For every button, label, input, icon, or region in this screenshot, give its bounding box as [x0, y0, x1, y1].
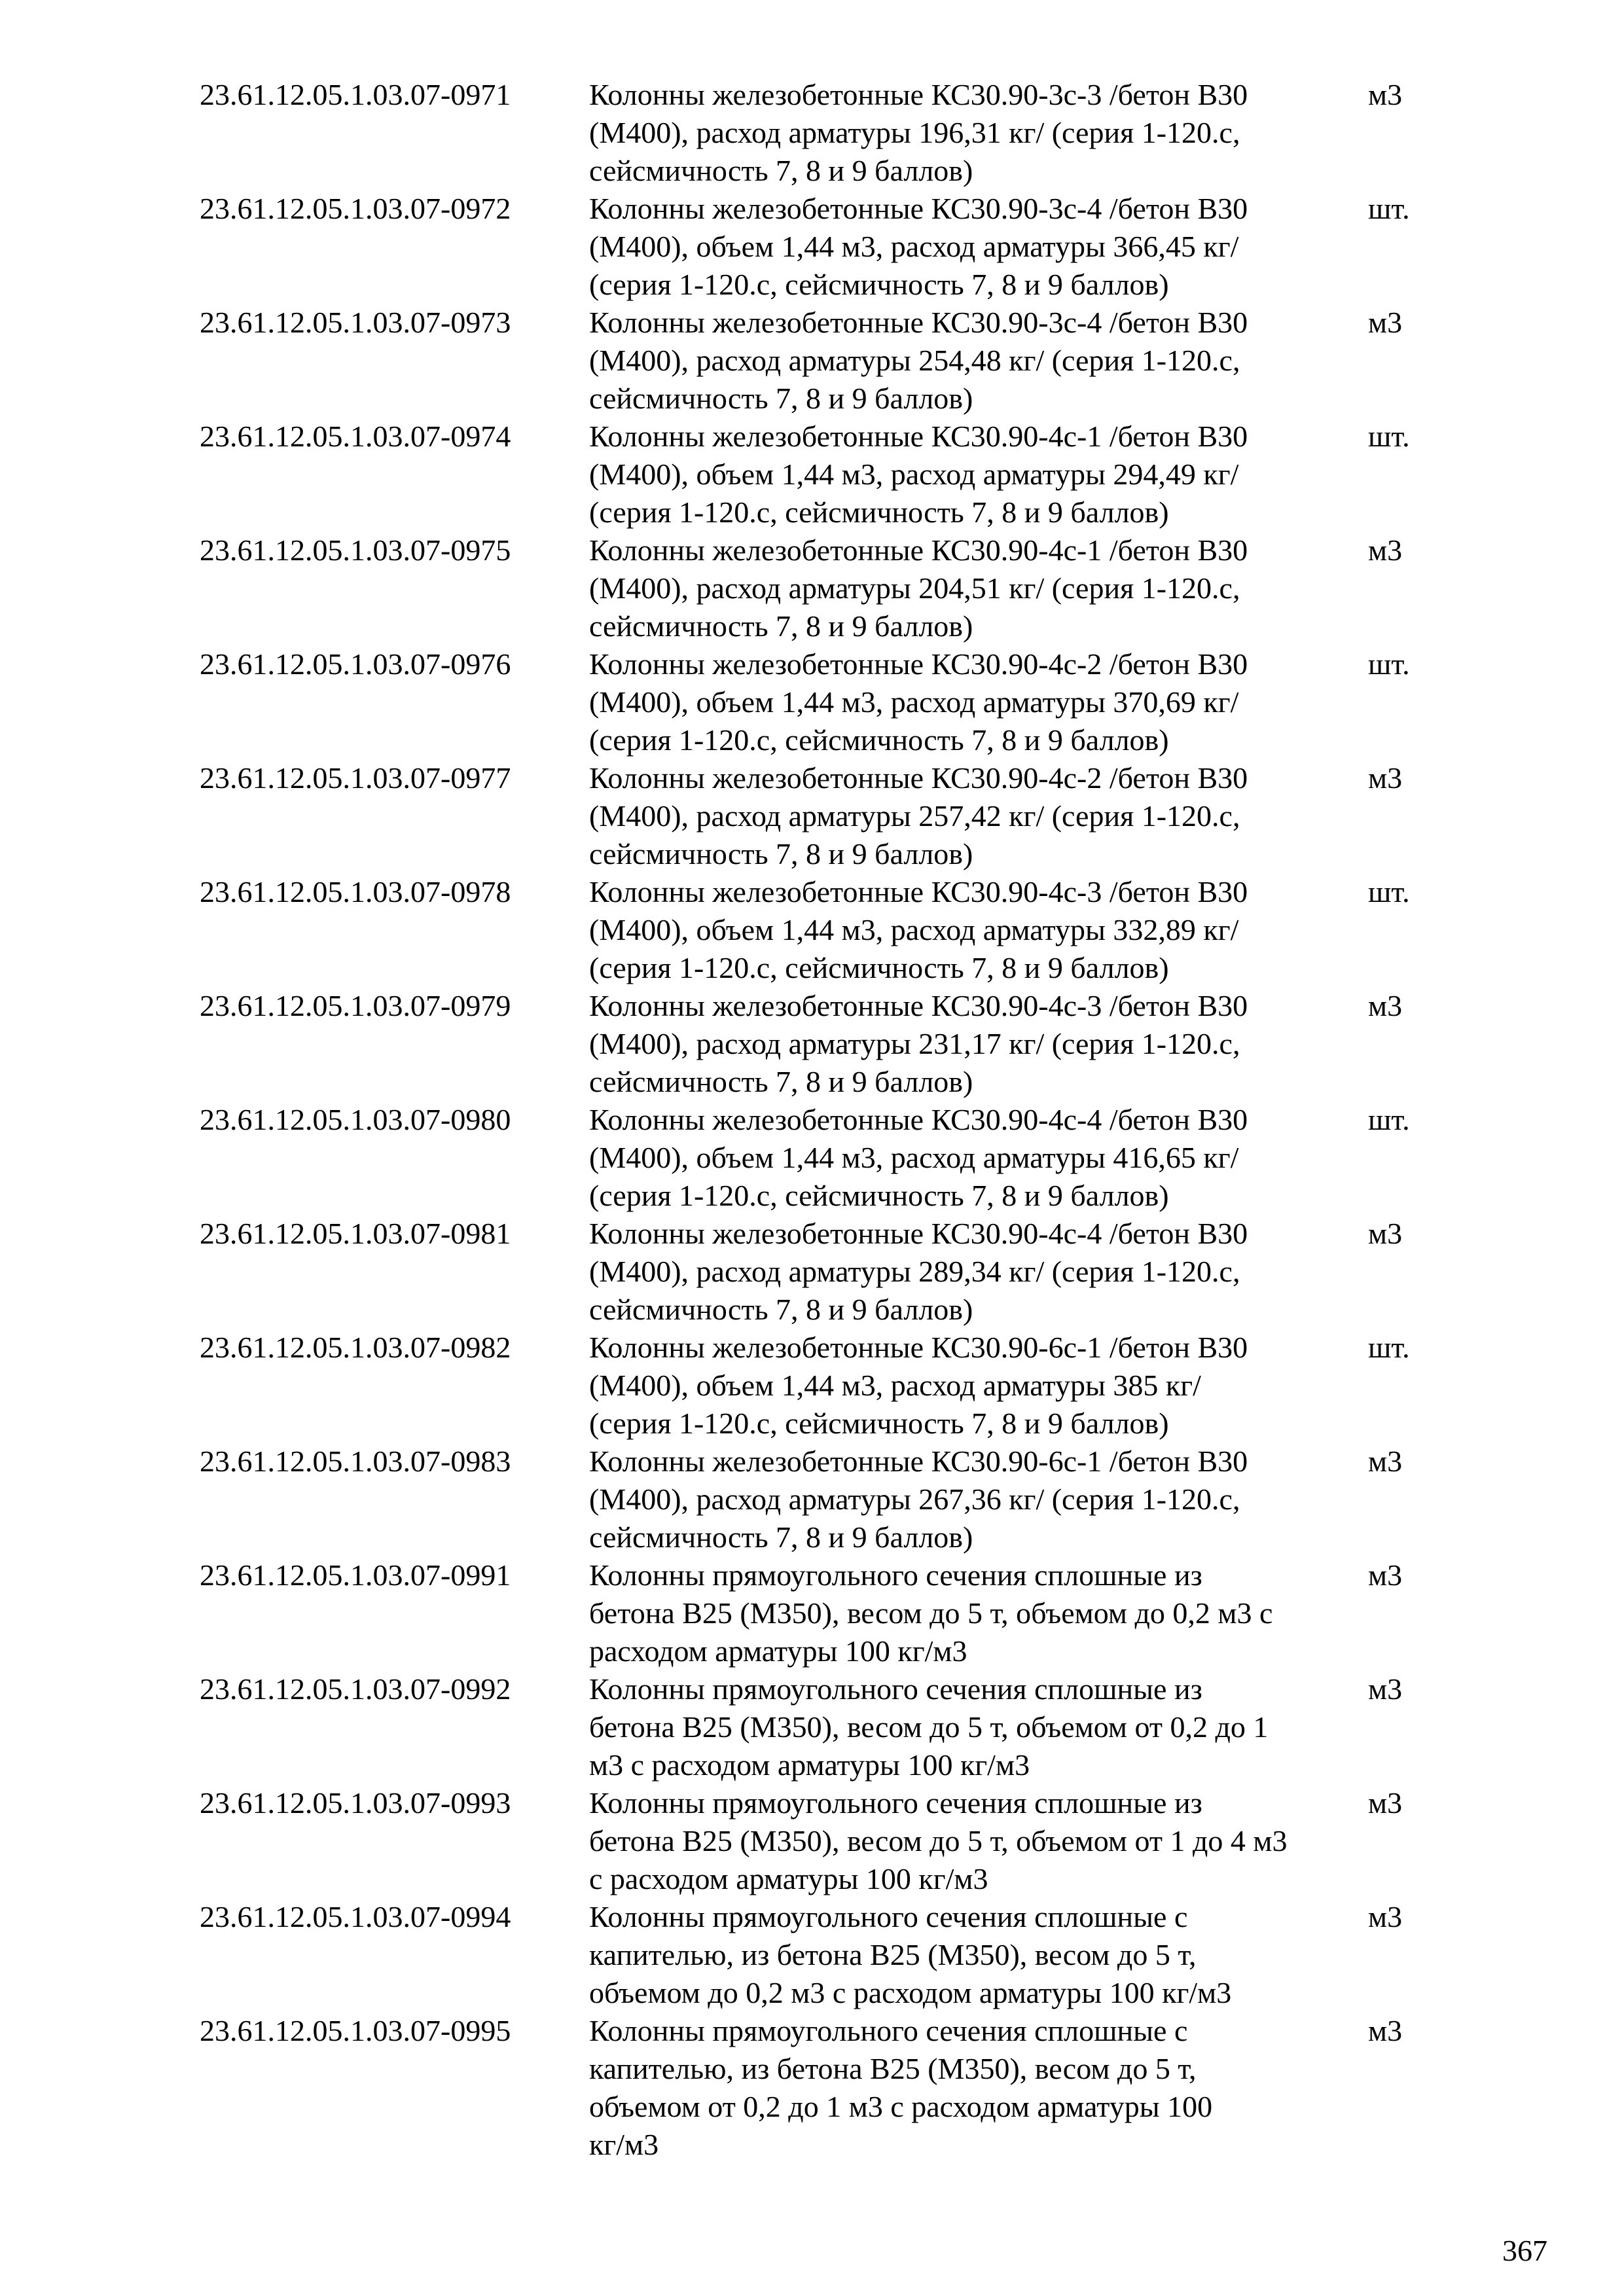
description-line: с расходом арматуры 100 кг/м3: [589, 1862, 988, 1895]
item-unit: м3: [1368, 2014, 1403, 2047]
item-description: [589, 1556, 1368, 1670]
description-line: Колонны прямоугольного сечения сплошные с: [589, 2014, 1188, 2047]
description-line: Колонны железобетонные КС30.90-4с-1 /бетон В30: [589, 420, 1248, 453]
description-line: бетона В25 (М350), весом до 5 т, объемом от 0,2 до 1: [589, 1710, 1269, 1744]
item-description: [589, 2012, 1368, 2164]
table-row: [200, 1898, 1443, 2012]
item-code: 23.61.12.05.1.03.07-0975: [200, 533, 511, 567]
item-unit: м3: [1368, 1786, 1403, 1820]
item-description: [589, 531, 1368, 645]
description-line: Колонны железобетонные КС30.90-4с-1 /бетон В30: [589, 533, 1248, 567]
description-line: сейсмичность 7, 8 и 9 баллов): [589, 382, 973, 415]
item-unit: м3: [1368, 1217, 1403, 1250]
item-code: 23.61.12.05.1.03.07-0979: [200, 989, 511, 1022]
item-unit: м3: [1368, 1558, 1403, 1592]
item-code: 23.61.12.05.1.03.07-0994: [200, 1900, 511, 1933]
table-row: [200, 1670, 1443, 1784]
description-line: Колонны прямоугольного сечения сплошные из: [589, 1672, 1202, 1706]
item-code: 23.61.12.05.1.03.07-0976: [200, 647, 511, 681]
description-line: (серия 1-120.с, сейсмичность 7, 8 и 9 баллов): [589, 951, 1169, 984]
item-unit: шт.: [1368, 420, 1410, 453]
description-line: Колонны железобетонные КС30.90-4с-4 /бетон В30: [589, 1217, 1248, 1250]
item-unit: м3: [1368, 78, 1403, 111]
item-code: 23.61.12.05.1.03.07-0972: [200, 192, 511, 225]
item-description: [589, 304, 1368, 418]
description-line: (М400), расход арматуры 267,36 кг/ (серия 1-120.с,: [589, 1482, 1240, 1516]
item-description: [589, 76, 1368, 190]
table-row: [200, 1101, 1443, 1215]
description-line: Колонны железобетонные КС30.90-4с-3 /бетон В30: [589, 875, 1248, 908]
price-table: [200, 76, 1443, 2164]
description-line: Колонны прямоугольного сечения сплошные из: [589, 1786, 1202, 1820]
description-line: (М400), расход арматуры 196,31 кг/ (серия 1-120.с,: [589, 116, 1240, 149]
description-line: сейсмичность 7, 8 и 9 баллов): [589, 1065, 973, 1098]
item-code: 23.61.12.05.1.03.07-0993: [200, 1786, 511, 1820]
description-line: сейсмичность 7, 8 и 9 баллов): [589, 1293, 973, 1326]
description-line: (серия 1-120.с, сейсмичность 7, 8 и 9 баллов): [589, 1407, 1169, 1440]
item-code: 23.61.12.05.1.03.07-0971: [200, 78, 511, 111]
item-unit: м3: [1368, 1444, 1403, 1478]
table-row: [200, 987, 1443, 1101]
item-description: [589, 1329, 1368, 1443]
description-line: объемом до 0,2 м3 с расходом арматуры 100 кг/м3: [589, 1976, 1232, 2009]
item-description: [589, 759, 1368, 873]
table-row: [200, 1556, 1443, 1670]
table-row: [200, 1329, 1443, 1443]
description-line: кг/м3: [589, 2128, 659, 2161]
description-line: сейсмичность 7, 8 и 9 баллов): [589, 154, 973, 187]
table-row: [200, 304, 1443, 418]
description-line: (серия 1-120.с, сейсмичность 7, 8 и 9 баллов): [589, 268, 1169, 301]
item-unit: шт.: [1368, 647, 1410, 681]
description-line: Колонны железобетонные КС30.90-4с-2 /бетон В30: [589, 761, 1248, 795]
table-row: [200, 1443, 1443, 1556]
description-line: м3 с расходом арматуры 100 кг/м3: [589, 1748, 1030, 1782]
table-row: [200, 645, 1443, 759]
item-code: 23.61.12.05.1.03.07-0980: [200, 1103, 511, 1136]
description-line: сейсмичность 7, 8 и 9 баллов): [589, 1520, 973, 1554]
item-description: [589, 1443, 1368, 1556]
description-line: (М400), объем 1,44 м3, расход арматуры 366,45 кг/: [589, 230, 1239, 263]
description-line: бетона В25 (М350), весом до 5 т, объемом до 0,2 м3 с: [589, 1596, 1273, 1630]
item-description: [589, 873, 1368, 987]
table-row: [200, 1215, 1443, 1329]
page-number: 367: [1502, 2234, 1547, 2267]
description-line: Колонны железобетонные КС30.90-3с-4 /бетон В30: [589, 306, 1248, 339]
description-line: капителью, из бетона В25 (М350), весом до 5 т,: [589, 1938, 1197, 1971]
description-line: сейсмичность 7, 8 и 9 баллов): [589, 837, 973, 870]
description-line: Колонны железобетонные КС30.90-4с-4 /бетон В30: [589, 1103, 1248, 1136]
item-description: [589, 1670, 1368, 1784]
item-code: 23.61.12.05.1.03.07-0981: [200, 1217, 511, 1250]
item-unit: шт.: [1368, 875, 1410, 908]
item-description: [589, 987, 1368, 1101]
item-description: [589, 190, 1368, 304]
description-line: Колонны железобетонные КС30.90-4с-2 /бетон В30: [589, 647, 1248, 681]
description-line: Колонны прямоугольного сечения сплошные с: [589, 1900, 1188, 1933]
table-row: [200, 76, 1443, 190]
description-line: (М400), объем 1,44 м3, расход арматуры 385 кг/: [589, 1369, 1201, 1402]
description-line: объемом от 0,2 до 1 м3 с расходом арматуры 100: [589, 2090, 1213, 2123]
item-code: 23.61.12.05.1.03.07-0974: [200, 420, 511, 453]
description-line: сейсмичность 7, 8 и 9 баллов): [589, 609, 973, 643]
description-line: Колонны железобетонные КС30.90-6с-1 /бетон В30: [589, 1331, 1248, 1364]
description-line: Колонны железобетонные КС30.90-3с-3 /бетон В30: [589, 78, 1248, 111]
description-line: (М400), объем 1,44 м3, расход арматуры 416,65 кг/: [589, 1141, 1239, 1174]
table-row: [200, 759, 1443, 873]
description-line: капителью, из бетона В25 (М350), весом до 5 т,: [589, 2052, 1197, 2085]
description-line: расходом арматуры 100 кг/м3: [589, 1634, 967, 1668]
table-row: [200, 418, 1443, 531]
description-line: Колонны железобетонные КС30.90-6с-1 /бетон В30: [589, 1444, 1248, 1478]
item-unit: м3: [1368, 306, 1403, 339]
item-unit: шт.: [1368, 192, 1410, 225]
description-line: Колонны железобетонные КС30.90-3с-4 /бетон В30: [589, 192, 1248, 225]
table-row: [200, 1784, 1443, 1898]
table-row: [200, 2012, 1443, 2164]
description-line: (М400), расход арматуры 231,17 кг/ (серия 1-120.с,: [589, 1027, 1240, 1060]
item-unit: м3: [1368, 533, 1403, 567]
table-row: [200, 190, 1443, 304]
item-description: [589, 1784, 1368, 1898]
item-unit: м3: [1368, 761, 1403, 795]
item-unit: м3: [1368, 989, 1403, 1022]
item-code: 23.61.12.05.1.03.07-0977: [200, 761, 511, 795]
table-row: [200, 531, 1443, 645]
item-code: 23.61.12.05.1.03.07-0995: [200, 2014, 511, 2047]
item-description: [589, 1898, 1368, 2012]
item-code: 23.61.12.05.1.03.07-0978: [200, 875, 511, 908]
item-unit: шт.: [1368, 1103, 1410, 1136]
item-description: [589, 1215, 1368, 1329]
description-line: (М400), объем 1,44 м3, расход арматуры 332,89 кг/: [589, 913, 1239, 946]
description-line: (М400), расход арматуры 257,42 кг/ (серия 1-120.с,: [589, 799, 1240, 833]
description-line: (серия 1-120.с, сейсмичность 7, 8 и 9 баллов): [589, 1179, 1169, 1212]
description-line: (М400), объем 1,44 м3, расход арматуры 294,49 кг/: [589, 457, 1239, 491]
item-code: 23.61.12.05.1.03.07-0973: [200, 306, 511, 339]
item-code: 23.61.12.05.1.03.07-0992: [200, 1672, 511, 1706]
item-description: [589, 1101, 1368, 1215]
table-row: [200, 873, 1443, 987]
description-line: Колонны железобетонные КС30.90-4с-3 /бетон В30: [589, 989, 1248, 1022]
item-unit: м3: [1368, 1900, 1403, 1933]
item-unit: шт.: [1368, 1331, 1410, 1364]
item-description: [589, 418, 1368, 531]
description-line: (М400), расход арматуры 254,48 кг/ (серия 1-120.с,: [589, 344, 1240, 377]
item-description: [589, 645, 1368, 759]
description-line: (серия 1-120.с, сейсмичность 7, 8 и 9 баллов): [589, 495, 1169, 529]
description-line: (М400), расход арматуры 289,34 кг/ (серия 1-120.с,: [589, 1255, 1240, 1288]
item-unit: м3: [1368, 1672, 1403, 1706]
item-code: 23.61.12.05.1.03.07-0982: [200, 1331, 511, 1364]
description-line: (М400), расход арматуры 204,51 кг/ (серия 1-120.с,: [589, 571, 1240, 605]
description-line: бетона В25 (М350), весом до 5 т, объемом от 1 до 4 м3: [589, 1824, 1288, 1857]
description-line: Колонны прямоугольного сечения сплошные из: [589, 1558, 1202, 1592]
item-code: 23.61.12.05.1.03.07-0983: [200, 1444, 511, 1478]
description-line: (М400), объем 1,44 м3, расход арматуры 370,69 кг/: [589, 685, 1239, 719]
item-code: 23.61.12.05.1.03.07-0991: [200, 1558, 511, 1592]
description-line: (серия 1-120.с, сейсмичность 7, 8 и 9 баллов): [589, 723, 1169, 757]
